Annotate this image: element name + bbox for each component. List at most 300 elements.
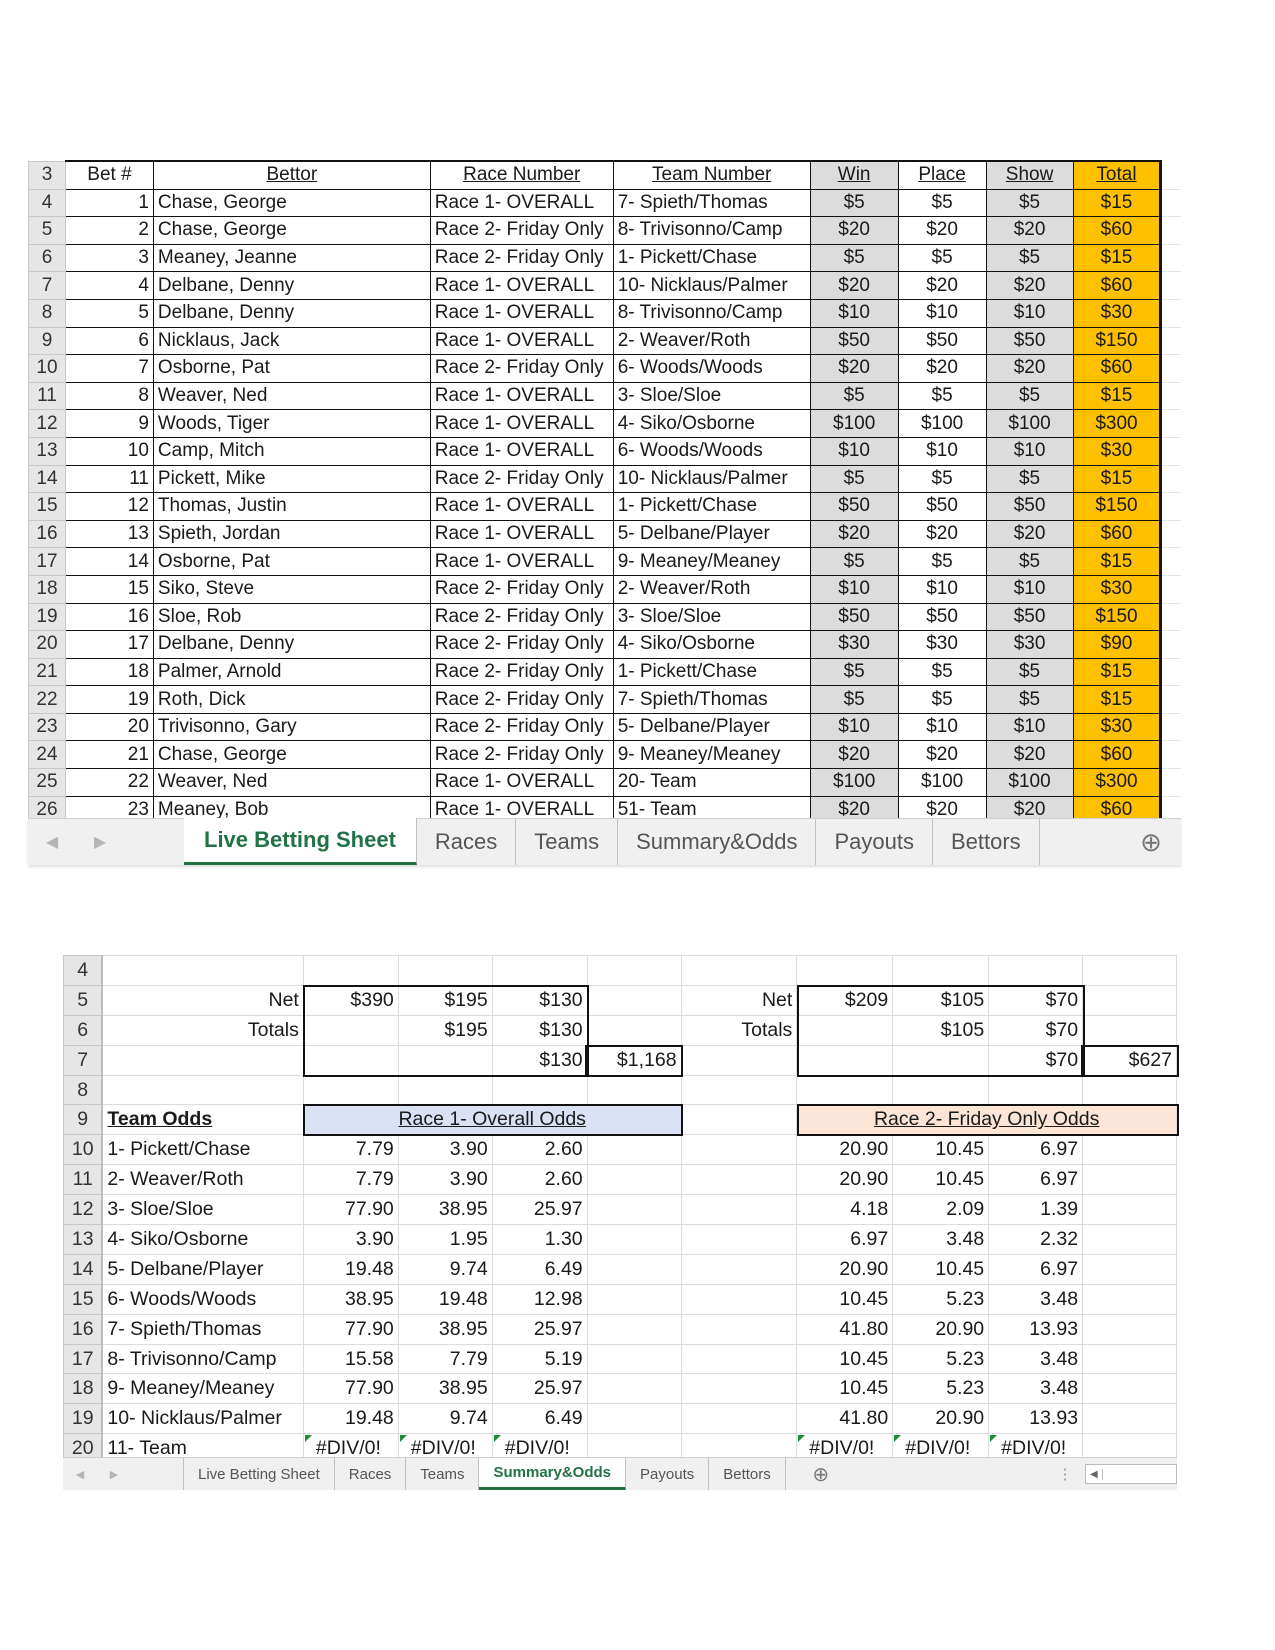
race2-odds-value[interactable]: 5.23 (893, 1374, 989, 1404)
bet-number[interactable]: 12 (65, 493, 153, 521)
bet-number[interactable]: 15 (65, 575, 153, 603)
race2-odds-value[interactable]: #DIV/0! (893, 1434, 989, 1457)
team-number[interactable]: 9- Meaney/Meaney (613, 548, 810, 576)
total-amount[interactable]: $150 (1073, 327, 1161, 355)
empty-cell[interactable] (102, 956, 303, 986)
total-amount[interactable]: $60 (1073, 520, 1161, 548)
race1-odds-value[interactable]: 6.49 (492, 1404, 587, 1434)
tab-live-betting-sheet[interactable]: Live Betting Sheet (184, 818, 417, 865)
race2-odds-value[interactable]: 41.80 (797, 1314, 893, 1344)
race1-odds-value[interactable]: 5.19 (492, 1344, 587, 1374)
empty-cell[interactable] (989, 1075, 1083, 1105)
team-number[interactable]: 1- Pickett/Chase (613, 658, 810, 686)
place-amount[interactable]: $50 (898, 603, 986, 631)
win-amount[interactable]: $10 (810, 299, 898, 327)
race2-row7-value[interactable] (893, 1045, 989, 1075)
place-amount[interactable]: $10 (898, 575, 986, 603)
show-amount[interactable]: $5 (986, 465, 1073, 493)
empty-cell[interactable] (1083, 1344, 1177, 1374)
race2-totals-value[interactable]: $70 (989, 1015, 1083, 1045)
race2-odds-value[interactable]: 10.45 (797, 1284, 893, 1314)
race1-odds-value[interactable]: 7.79 (398, 1344, 492, 1374)
race2-odds-value[interactable]: 6.97 (797, 1225, 893, 1255)
race-number[interactable]: Race 2- Friday Only (430, 244, 613, 272)
race-number[interactable]: Race 2- Friday Only (430, 217, 613, 245)
team-name[interactable]: 4- Siko/Osborne (102, 1225, 303, 1255)
empty-cell[interactable] (587, 1404, 681, 1434)
team-number[interactable]: 6- Woods/Woods (613, 355, 810, 383)
race1-odds-value[interactable]: 38.95 (398, 1374, 492, 1404)
race1-odds-value[interactable]: 38.95 (398, 1195, 492, 1225)
empty-cell[interactable] (102, 1075, 303, 1105)
total-amount[interactable]: $60 (1073, 796, 1161, 818)
empty-cell[interactable] (1161, 548, 1181, 576)
show-amount[interactable]: $20 (986, 796, 1073, 818)
total-amount[interactable]: $150 (1073, 603, 1161, 631)
race2-grand-total[interactable]: $627 (1083, 1045, 1177, 1075)
race1-odds-value[interactable]: #DIV/0! (303, 1434, 398, 1457)
race-number[interactable]: Race 2- Friday Only (430, 603, 613, 631)
empty-cell[interactable] (1083, 1404, 1177, 1434)
bettor[interactable]: Meaney, Bob (153, 796, 430, 818)
bettor[interactable]: Pickett, Mike (153, 465, 430, 493)
empty-cell[interactable] (681, 1195, 797, 1225)
empty-cell[interactable] (1083, 1254, 1177, 1284)
race1-odds-value[interactable]: 38.95 (398, 1314, 492, 1344)
show-amount[interactable]: $100 (986, 410, 1073, 438)
race2-odds-value[interactable]: 5.23 (893, 1284, 989, 1314)
empty-cell[interactable] (681, 1075, 797, 1105)
race1-odds-value[interactable]: 6.49 (492, 1254, 587, 1284)
show-amount[interactable]: $50 (986, 603, 1073, 631)
race1-odds-value[interactable]: 3.90 (303, 1225, 398, 1255)
race-number[interactable]: Race 1- OVERALL (430, 796, 613, 818)
horizontal-scrollbar[interactable] (1085, 1464, 1177, 1484)
total-amount[interactable]: $30 (1073, 299, 1161, 327)
empty-cell[interactable] (681, 1314, 797, 1344)
empty-cell[interactable] (989, 956, 1083, 986)
race2-odds-value[interactable]: 41.80 (797, 1404, 893, 1434)
team-number[interactable]: 8- Trivisonno/Camp (613, 299, 810, 327)
race-number[interactable]: Race 2- Friday Only (430, 741, 613, 769)
tab-teams[interactable]: Teams (406, 1458, 479, 1490)
empty-cell[interactable] (587, 1225, 681, 1255)
empty-cell[interactable] (303, 1075, 398, 1105)
total-amount[interactable]: $60 (1073, 355, 1161, 383)
win-amount[interactable]: $30 (810, 631, 898, 659)
race-number[interactable]: Race 2- Friday Only (430, 355, 613, 383)
empty-cell[interactable] (681, 1434, 797, 1457)
team-number[interactable]: 6- Woods/Woods (613, 437, 810, 465)
place-amount[interactable]: $100 (898, 769, 986, 797)
race2-totals-value[interactable] (797, 1015, 893, 1045)
empty-cell[interactable] (1161, 355, 1181, 383)
column-header-bet-[interactable]: Bet # (65, 161, 153, 189)
race2-odds-value[interactable]: 20.90 (893, 1314, 989, 1344)
empty-cell[interactable] (587, 1195, 681, 1225)
team-number[interactable]: 4- Siko/Osborne (613, 410, 810, 438)
column-header-race-number[interactable]: Race Number (430, 161, 613, 189)
team-name[interactable]: 1- Pickett/Chase (102, 1135, 303, 1165)
race1-totals-value[interactable]: $195 (398, 1015, 492, 1045)
race-number[interactable]: Race 1- OVERALL (430, 382, 613, 410)
column-header-win[interactable]: Win (810, 161, 898, 189)
total-amount[interactable]: $150 (1073, 493, 1161, 521)
empty-cell[interactable] (681, 1254, 797, 1284)
race1-odds-value[interactable]: 9.74 (398, 1404, 492, 1434)
race2-odds-value[interactable]: 5.23 (893, 1344, 989, 1374)
win-amount[interactable]: $5 (810, 465, 898, 493)
total-amount[interactable]: $15 (1073, 686, 1161, 714)
empty-cell[interactable] (1161, 575, 1181, 603)
win-amount[interactable]: $5 (810, 548, 898, 576)
empty-cell[interactable] (1161, 410, 1181, 438)
win-amount[interactable]: $5 (810, 244, 898, 272)
team-number[interactable]: 5- Delbane/Player (613, 713, 810, 741)
win-amount[interactable]: $20 (810, 272, 898, 300)
race1-odds-value[interactable]: 77.90 (303, 1374, 398, 1404)
empty-cell[interactable] (1161, 299, 1181, 327)
empty-cell[interactable] (587, 985, 681, 1015)
race1-row7-value[interactable]: $130 (492, 1045, 587, 1075)
scroll-left-icon[interactable]: ◀ (75, 1468, 85, 1481)
empty-cell[interactable] (681, 1105, 797, 1135)
show-amount[interactable]: $5 (986, 658, 1073, 686)
bettor[interactable]: Weaver, Ned (153, 769, 430, 797)
total-amount[interactable]: $15 (1073, 244, 1161, 272)
race1-odds-value[interactable]: 1.95 (398, 1225, 492, 1255)
bettor[interactable]: Camp, Mitch (153, 437, 430, 465)
empty-cell[interactable] (1083, 1374, 1177, 1404)
add-sheet-icon[interactable]: ⊕ (812, 1463, 830, 1486)
team-number[interactable]: 1- Pickett/Chase (613, 493, 810, 521)
team-number[interactable]: 7- Spieth/Thomas (613, 686, 810, 714)
team-number[interactable]: 8- Trivisonno/Camp (613, 217, 810, 245)
empty-cell[interactable] (1083, 1434, 1177, 1457)
bet-number[interactable]: 23 (65, 796, 153, 818)
empty-cell[interactable] (1083, 1015, 1177, 1045)
total-amount[interactable]: $300 (1073, 410, 1161, 438)
race1-odds-value[interactable]: 9.74 (398, 1254, 492, 1284)
show-amount[interactable]: $20 (986, 355, 1073, 383)
empty-cell[interactable] (1083, 1195, 1177, 1225)
race1-odds-value[interactable]: 2.60 (492, 1135, 587, 1165)
empty-cell[interactable] (1161, 437, 1181, 465)
empty-cell[interactable] (1161, 382, 1181, 410)
empty-cell[interactable] (1083, 1284, 1177, 1314)
bettor[interactable]: Spieth, Jordan (153, 520, 430, 548)
race2-odds-value[interactable]: 13.93 (989, 1404, 1083, 1434)
team-name[interactable]: 3- Sloe/Sloe (102, 1195, 303, 1225)
total-amount[interactable]: $30 (1073, 437, 1161, 465)
summary-odds-grid[interactable] (63, 955, 1177, 1457)
empty-cell[interactable] (398, 956, 492, 986)
empty-cell[interactable] (1083, 1225, 1177, 1255)
bettor[interactable]: Osborne, Pat (153, 548, 430, 576)
place-amount[interactable]: $5 (898, 382, 986, 410)
team-number[interactable]: 1- Pickett/Chase (613, 244, 810, 272)
place-amount[interactable]: $20 (898, 355, 986, 383)
bet-number[interactable]: 21 (65, 741, 153, 769)
race1-grand-total[interactable]: $1,168 (587, 1045, 681, 1075)
empty-cell[interactable] (1161, 465, 1181, 493)
race1-odds-value[interactable]: #DIV/0! (398, 1434, 492, 1457)
win-amount[interactable]: $20 (810, 796, 898, 818)
place-amount[interactable]: $5 (898, 465, 986, 493)
empty-cell[interactable] (681, 1374, 797, 1404)
race2-net-value[interactable]: $70 (989, 985, 1083, 1015)
empty-cell[interactable] (398, 1075, 492, 1105)
more-options-icon[interactable]: ⋮ (1057, 1466, 1073, 1483)
team-number[interactable]: 2- Weaver/Roth (613, 575, 810, 603)
show-amount[interactable]: $10 (986, 575, 1073, 603)
race2-net-value[interactable]: $105 (893, 985, 989, 1015)
bet-number[interactable]: 20 (65, 713, 153, 741)
bettor[interactable]: Chase, George (153, 217, 430, 245)
bet-number[interactable]: 6 (65, 327, 153, 355)
place-amount[interactable]: $50 (898, 493, 986, 521)
race2-odds-value[interactable]: 20.90 (797, 1165, 893, 1195)
bet-number[interactable]: 3 (65, 244, 153, 272)
empty-cell[interactable] (681, 1165, 797, 1195)
show-amount[interactable]: $50 (986, 327, 1073, 355)
race1-odds-value[interactable]: 38.95 (303, 1284, 398, 1314)
empty-cell[interactable] (1083, 956, 1177, 986)
race-number[interactable]: Race 1- OVERALL (430, 410, 613, 438)
bet-number[interactable]: 14 (65, 548, 153, 576)
empty-cell[interactable] (587, 1135, 681, 1165)
bettor[interactable]: Trivisonno, Gary (153, 713, 430, 741)
team-number[interactable]: 9- Meaney/Meaney (613, 741, 810, 769)
empty-cell[interactable] (1083, 1314, 1177, 1344)
empty-cell[interactable] (1161, 327, 1181, 355)
team-name[interactable]: 5- Delbane/Player (102, 1254, 303, 1284)
race2-odds-value[interactable]: 20.90 (893, 1404, 989, 1434)
place-amount[interactable]: $20 (898, 217, 986, 245)
empty-cell[interactable] (681, 1045, 797, 1075)
show-amount[interactable]: $10 (986, 299, 1073, 327)
empty-cell[interactable] (587, 1284, 681, 1314)
empty-cell[interactable] (1161, 658, 1181, 686)
bet-number[interactable]: 18 (65, 658, 153, 686)
bet-number[interactable]: 5 (65, 299, 153, 327)
race-number[interactable]: Race 1- OVERALL (430, 272, 613, 300)
show-amount[interactable]: $30 (986, 631, 1073, 659)
race2-odds-value[interactable]: #DIV/0! (797, 1434, 893, 1457)
race-number[interactable]: Race 2- Friday Only (430, 631, 613, 659)
race-number[interactable]: Race 1- OVERALL (430, 520, 613, 548)
show-amount[interactable]: $5 (986, 686, 1073, 714)
bet-number[interactable]: 19 (65, 686, 153, 714)
race2-odds-value[interactable]: 20.90 (797, 1135, 893, 1165)
tab-bettors[interactable]: Bettors (709, 1458, 786, 1490)
race1-odds-value[interactable]: 15.58 (303, 1344, 398, 1374)
race2-odds-value[interactable]: 20.90 (797, 1254, 893, 1284)
tab-payouts[interactable]: Payouts (816, 819, 933, 865)
tab-bettors[interactable]: Bettors (933, 819, 1040, 865)
bettor[interactable]: Woods, Tiger (153, 410, 430, 438)
bet-number[interactable]: 13 (65, 520, 153, 548)
column-header-show[interactable]: Show (986, 161, 1073, 189)
race-number[interactable]: Race 1- OVERALL (430, 189, 613, 217)
empty-cell[interactable] (1161, 520, 1181, 548)
show-amount[interactable]: $20 (986, 520, 1073, 548)
empty-cell[interactable] (587, 1434, 681, 1457)
empty-cell[interactable] (587, 956, 681, 986)
team-number[interactable]: 4- Siko/Osborne (613, 631, 810, 659)
race-number[interactable]: Race 1- OVERALL (430, 327, 613, 355)
empty-cell[interactable] (681, 1225, 797, 1255)
race-number[interactable]: Race 2- Friday Only (430, 686, 613, 714)
empty-cell[interactable] (681, 1344, 797, 1374)
empty-cell[interactable] (797, 956, 893, 986)
show-amount[interactable]: $20 (986, 217, 1073, 245)
empty-cell[interactable] (1161, 272, 1181, 300)
show-amount[interactable]: $100 (986, 769, 1073, 797)
race2-odds-value[interactable]: 3.48 (989, 1284, 1083, 1314)
empty-cell[interactable] (1161, 189, 1181, 217)
bet-number[interactable]: 9 (65, 410, 153, 438)
race1-odds-value[interactable]: 25.97 (492, 1374, 587, 1404)
race1-odds-value[interactable]: 25.97 (492, 1195, 587, 1225)
race1-odds-value[interactable]: 2.60 (492, 1165, 587, 1195)
team-name[interactable]: 6- Woods/Woods (102, 1284, 303, 1314)
place-amount[interactable]: $5 (898, 658, 986, 686)
column-header-team-number[interactable]: Team Number (613, 161, 810, 189)
bet-number[interactable]: 7 (65, 355, 153, 383)
tab-races[interactable]: Races (335, 1458, 407, 1490)
show-amount[interactable]: $10 (986, 713, 1073, 741)
team-name[interactable]: 9- Meaney/Meaney (102, 1374, 303, 1404)
place-amount[interactable]: $20 (898, 796, 986, 818)
empty-cell[interactable] (1161, 603, 1181, 631)
column-header-place[interactable]: Place (898, 161, 986, 189)
total-amount[interactable]: $60 (1073, 217, 1161, 245)
show-amount[interactable]: $20 (986, 741, 1073, 769)
tab-summary-odds[interactable]: Summary&Odds (479, 1458, 626, 1490)
empty-cell[interactable] (303, 956, 398, 986)
show-amount[interactable]: $10 (986, 437, 1073, 465)
empty-cell[interactable] (681, 1404, 797, 1434)
bettor[interactable]: Meaney, Jeanne (153, 244, 430, 272)
win-amount[interactable]: $10 (810, 575, 898, 603)
race2-row7-value[interactable]: $70 (989, 1045, 1083, 1075)
race2-odds-value[interactable]: 4.18 (797, 1195, 893, 1225)
live-betting-sheet-grid[interactable] (28, 150, 1181, 818)
race1-net-value[interactable]: $130 (492, 985, 587, 1015)
empty-cell[interactable] (1083, 1165, 1177, 1195)
empty-cell[interactable] (492, 956, 587, 986)
bettor[interactable]: Chase, George (153, 741, 430, 769)
empty-cell[interactable] (797, 1075, 893, 1105)
race1-totals-value[interactable]: $130 (492, 1015, 587, 1045)
race2-net-value[interactable]: $209 (797, 985, 893, 1015)
bettor[interactable]: Osborne, Pat (153, 355, 430, 383)
race2-row7-value[interactable] (797, 1045, 893, 1075)
bet-number[interactable]: 10 (65, 437, 153, 465)
empty-cell[interactable] (1083, 985, 1177, 1015)
race1-odds-value[interactable]: 1.30 (492, 1225, 587, 1255)
bettor[interactable]: Palmer, Arnold (153, 658, 430, 686)
race2-odds-value[interactable]: #DIV/0! (989, 1434, 1083, 1457)
race1-net-value[interactable]: $390 (303, 985, 398, 1015)
team-name[interactable]: 7- Spieth/Thomas (102, 1314, 303, 1344)
win-amount[interactable]: $20 (810, 217, 898, 245)
race1-odds-value[interactable]: 19.48 (303, 1254, 398, 1284)
total-amount[interactable]: $30 (1073, 713, 1161, 741)
empty-cell[interactable] (1083, 1075, 1177, 1105)
empty-cell[interactable] (893, 956, 989, 986)
team-number[interactable]: 7- Spieth/Thomas (613, 189, 810, 217)
total-amount[interactable]: $90 (1073, 631, 1161, 659)
empty-cell[interactable] (1161, 161, 1181, 189)
place-amount[interactable]: $100 (898, 410, 986, 438)
total-amount[interactable]: $60 (1073, 741, 1161, 769)
team-name[interactable]: 8- Trivisonno/Camp (102, 1344, 303, 1374)
race-number[interactable]: Race 1- OVERALL (430, 548, 613, 576)
place-amount[interactable]: $50 (898, 327, 986, 355)
win-amount[interactable]: $100 (810, 769, 898, 797)
empty-cell[interactable] (1161, 493, 1181, 521)
place-amount[interactable]: $20 (898, 520, 986, 548)
bet-number[interactable]: 16 (65, 603, 153, 631)
win-amount[interactable]: $5 (810, 189, 898, 217)
empty-cell[interactable] (681, 1135, 797, 1165)
bettor[interactable]: Roth, Dick (153, 686, 430, 714)
bet-number[interactable]: 22 (65, 769, 153, 797)
total-amount[interactable]: $15 (1073, 658, 1161, 686)
tab-payouts[interactable]: Payouts (626, 1458, 709, 1490)
empty-cell[interactable] (587, 1314, 681, 1344)
bet-number[interactable]: 1 (65, 189, 153, 217)
bet-number[interactable]: 17 (65, 631, 153, 659)
empty-cell[interactable] (1161, 741, 1181, 769)
bet-number[interactable]: 2 (65, 217, 153, 245)
bettor[interactable]: Chase, George (153, 189, 430, 217)
empty-cell[interactable] (681, 1284, 797, 1314)
race2-odds-value[interactable]: 10.45 (893, 1165, 989, 1195)
empty-cell[interactable] (1083, 1135, 1177, 1165)
win-amount[interactable]: $50 (810, 603, 898, 631)
bet-number[interactable]: 11 (65, 465, 153, 493)
show-amount[interactable]: $5 (986, 382, 1073, 410)
race1-odds-value[interactable]: 19.48 (398, 1284, 492, 1314)
scroll-left-icon[interactable]: ◀ (45, 834, 59, 851)
team-number[interactable]: 10- Nicklaus/Palmer (613, 465, 810, 493)
scroll-right-icon[interactable]: ▶ (109, 1468, 119, 1481)
empty-cell[interactable] (492, 1075, 587, 1105)
race-number[interactable]: Race 1- OVERALL (430, 493, 613, 521)
bettor[interactable]: Thomas, Justin (153, 493, 430, 521)
tab-teams[interactable]: Teams (516, 819, 618, 865)
scroll-left-arrow-icon[interactable]: ◀ (1086, 1469, 1103, 1480)
race2-odds-value[interactable]: 6.97 (989, 1165, 1083, 1195)
race1-odds-value[interactable]: #DIV/0! (492, 1434, 587, 1457)
empty-cell[interactable] (1161, 713, 1181, 741)
win-amount[interactable]: $5 (810, 686, 898, 714)
show-amount[interactable]: $50 (986, 493, 1073, 521)
race1-totals-value[interactable] (303, 1015, 398, 1045)
race2-odds-value[interactable]: 6.97 (989, 1135, 1083, 1165)
bettor[interactable]: Weaver, Ned (153, 382, 430, 410)
race1-odds-value[interactable]: 3.90 (398, 1135, 492, 1165)
team-number[interactable]: 5- Delbane/Player (613, 520, 810, 548)
empty-cell[interactable] (1161, 686, 1181, 714)
team-number[interactable]: 20- Team (613, 769, 810, 797)
team-number[interactable]: 3- Sloe/Sloe (613, 382, 810, 410)
empty-cell[interactable] (587, 1015, 681, 1045)
race-number[interactable]: Race 2- Friday Only (430, 658, 613, 686)
